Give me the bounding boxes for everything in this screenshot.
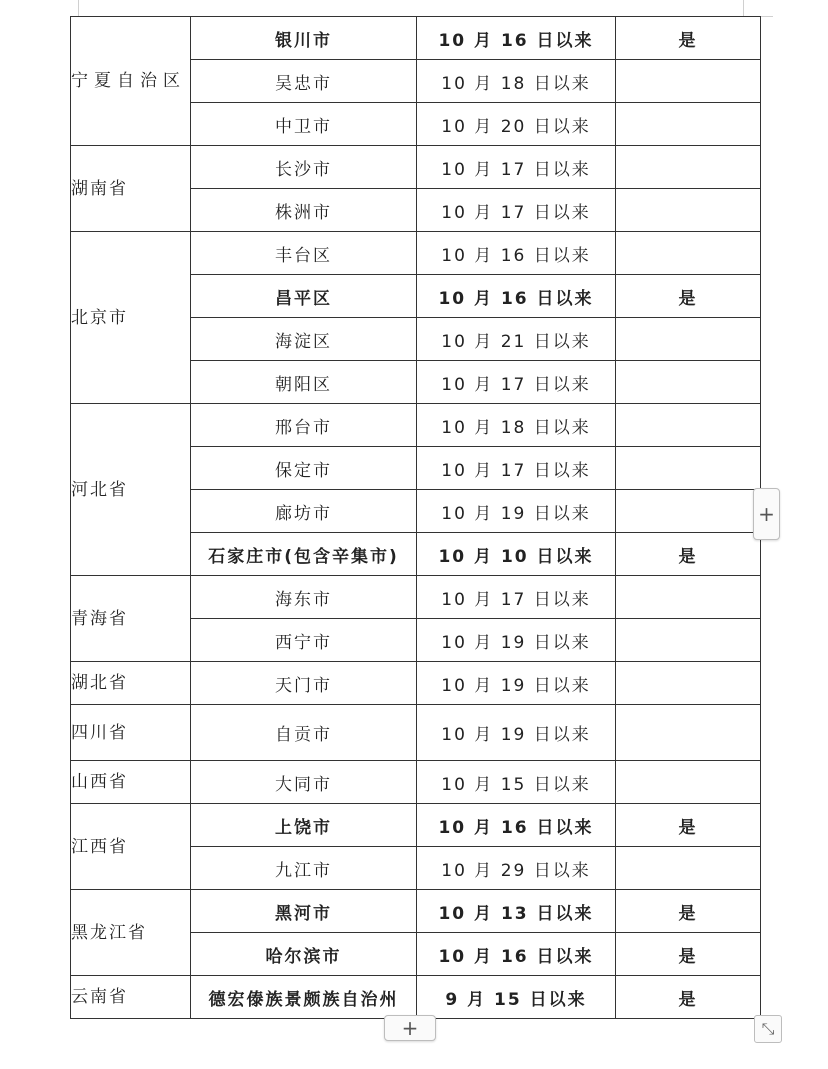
city-cell[interactable]: 九江市	[191, 847, 417, 890]
date-cell[interactable]: 10 月 18 日以来	[417, 404, 616, 447]
city-cell[interactable]: 廊坊市	[191, 490, 417, 533]
flag-cell[interactable]: 是	[616, 976, 761, 1019]
city-cell[interactable]: 海东市	[191, 576, 417, 619]
city-cell[interactable]: 昌平区	[191, 275, 417, 318]
city-cell[interactable]: 德宏傣族景颇族自治州	[191, 976, 417, 1019]
province-cell[interactable]: 四川省	[71, 705, 191, 761]
flag-cell[interactable]	[616, 404, 761, 447]
city-cell[interactable]: 丰台区	[191, 232, 417, 275]
add-column-button[interactable]	[753, 488, 780, 540]
date-cell[interactable]: 10 月 16 日以来	[417, 232, 616, 275]
table-row	[71, 232, 761, 275]
date-cell[interactable]: 10 月 13 日以来	[417, 890, 616, 933]
table-resize-handle[interactable]	[754, 1015, 782, 1043]
plus-icon: +	[401, 1016, 419, 1040]
table-row	[71, 705, 761, 761]
city-cell[interactable]: 银川市	[191, 17, 417, 60]
flag-cell[interactable]: 是	[616, 890, 761, 933]
date-cell[interactable]: 10 月 17 日以来	[417, 447, 616, 490]
flag-cell[interactable]: 是	[616, 275, 761, 318]
city-cell[interactable]: 海淀区	[191, 318, 417, 361]
flag-cell[interactable]	[616, 189, 761, 232]
province-cell[interactable]: 河北省	[71, 404, 191, 576]
page-margin-guide-left	[78, 0, 79, 16]
flag-cell[interactable]: 是	[616, 933, 761, 976]
date-cell[interactable]: 10 月 20 日以来	[417, 103, 616, 146]
flag-cell[interactable]	[616, 447, 761, 490]
city-cell[interactable]: 保定市	[191, 447, 417, 490]
date-cell[interactable]: 10 月 16 日以来	[417, 804, 616, 847]
table-row	[71, 662, 761, 705]
date-cell[interactable]: 10 月 19 日以来	[417, 662, 616, 705]
date-cell[interactable]: 10 月 17 日以来	[417, 361, 616, 404]
flag-cell[interactable]: 是	[616, 17, 761, 60]
date-cell[interactable]: 10 月 29 日以来	[417, 847, 616, 890]
table-row	[71, 804, 761, 847]
date-cell[interactable]: 9 月 15 日以来	[417, 976, 616, 1019]
region-table	[70, 16, 761, 1019]
province-cell[interactable]: 江西省	[71, 804, 191, 890]
flag-cell[interactable]	[616, 146, 761, 189]
resize-icon: ⤡	[761, 1019, 775, 1038]
date-cell[interactable]: 10 月 16 日以来	[417, 933, 616, 976]
city-cell[interactable]: 西宁市	[191, 619, 417, 662]
table-row	[71, 976, 761, 1019]
table-row	[71, 404, 761, 447]
table-row	[71, 890, 761, 933]
date-cell[interactable]: 10 月 18 日以来	[417, 60, 616, 103]
flag-cell[interactable]	[616, 705, 761, 761]
city-cell[interactable]: 大同市	[191, 761, 417, 804]
flag-cell[interactable]	[616, 232, 761, 275]
city-cell[interactable]: 石家庄市(包含辛集市)	[191, 533, 417, 576]
city-cell[interactable]: 哈尔滨市	[191, 933, 417, 976]
table-row	[71, 576, 761, 619]
flag-cell[interactable]	[616, 761, 761, 804]
page-margin-guide-right	[743, 0, 744, 16]
province-cell[interactable]: 湖北省	[71, 662, 191, 705]
city-cell[interactable]: 吴忠市	[191, 60, 417, 103]
flag-cell[interactable]: 是	[616, 804, 761, 847]
city-cell[interactable]: 邢台市	[191, 404, 417, 447]
date-cell[interactable]: 10 月 19 日以来	[417, 705, 616, 761]
city-cell[interactable]: 株洲市	[191, 189, 417, 232]
flag-cell[interactable]	[616, 619, 761, 662]
table-row	[71, 761, 761, 804]
city-cell[interactable]: 黑河市	[191, 890, 417, 933]
flag-cell[interactable]	[616, 576, 761, 619]
city-cell[interactable]: 上饶市	[191, 804, 417, 847]
date-cell[interactable]: 10 月 17 日以来	[417, 576, 616, 619]
city-cell[interactable]: 中卫市	[191, 103, 417, 146]
table-row	[71, 17, 761, 60]
flag-cell[interactable]	[616, 318, 761, 361]
city-cell[interactable]: 自贡市	[191, 705, 417, 761]
city-cell[interactable]: 天门市	[191, 662, 417, 705]
flag-cell[interactable]	[616, 60, 761, 103]
flag-cell[interactable]	[616, 103, 761, 146]
city-cell[interactable]: 长沙市	[191, 146, 417, 189]
plus-icon: +	[758, 502, 775, 526]
add-row-button[interactable]	[384, 1015, 436, 1041]
province-cell[interactable]: 云南省	[71, 976, 191, 1019]
date-cell[interactable]: 10 月 15 日以来	[417, 761, 616, 804]
date-cell[interactable]: 10 月 16 日以来	[417, 275, 616, 318]
date-cell[interactable]: 10 月 19 日以来	[417, 619, 616, 662]
table-body	[71, 17, 761, 1019]
date-cell[interactable]: 10 月 21 日以来	[417, 318, 616, 361]
flag-cell[interactable]	[616, 361, 761, 404]
date-cell[interactable]: 10 月 10 日以来	[417, 533, 616, 576]
flag-cell[interactable]	[616, 490, 761, 533]
province-cell[interactable]: 青海省	[71, 576, 191, 662]
flag-cell[interactable]	[616, 662, 761, 705]
province-cell[interactable]: 北京市	[71, 232, 191, 404]
city-cell[interactable]: 朝阳区	[191, 361, 417, 404]
flag-cell[interactable]: 是	[616, 533, 761, 576]
date-cell[interactable]: 10 月 17 日以来	[417, 146, 616, 189]
province-cell[interactable]: 黑龙江省	[71, 890, 191, 976]
province-cell[interactable]: 宁夏自治区	[71, 17, 191, 146]
date-cell[interactable]: 10 月 17 日以来	[417, 189, 616, 232]
date-cell[interactable]: 10 月 19 日以来	[417, 490, 616, 533]
date-cell[interactable]: 10 月 16 日以来	[417, 17, 616, 60]
province-cell[interactable]: 湖南省	[71, 146, 191, 232]
table-row	[71, 146, 761, 189]
flag-cell[interactable]	[616, 847, 761, 890]
province-cell[interactable]: 山西省	[71, 761, 191, 804]
